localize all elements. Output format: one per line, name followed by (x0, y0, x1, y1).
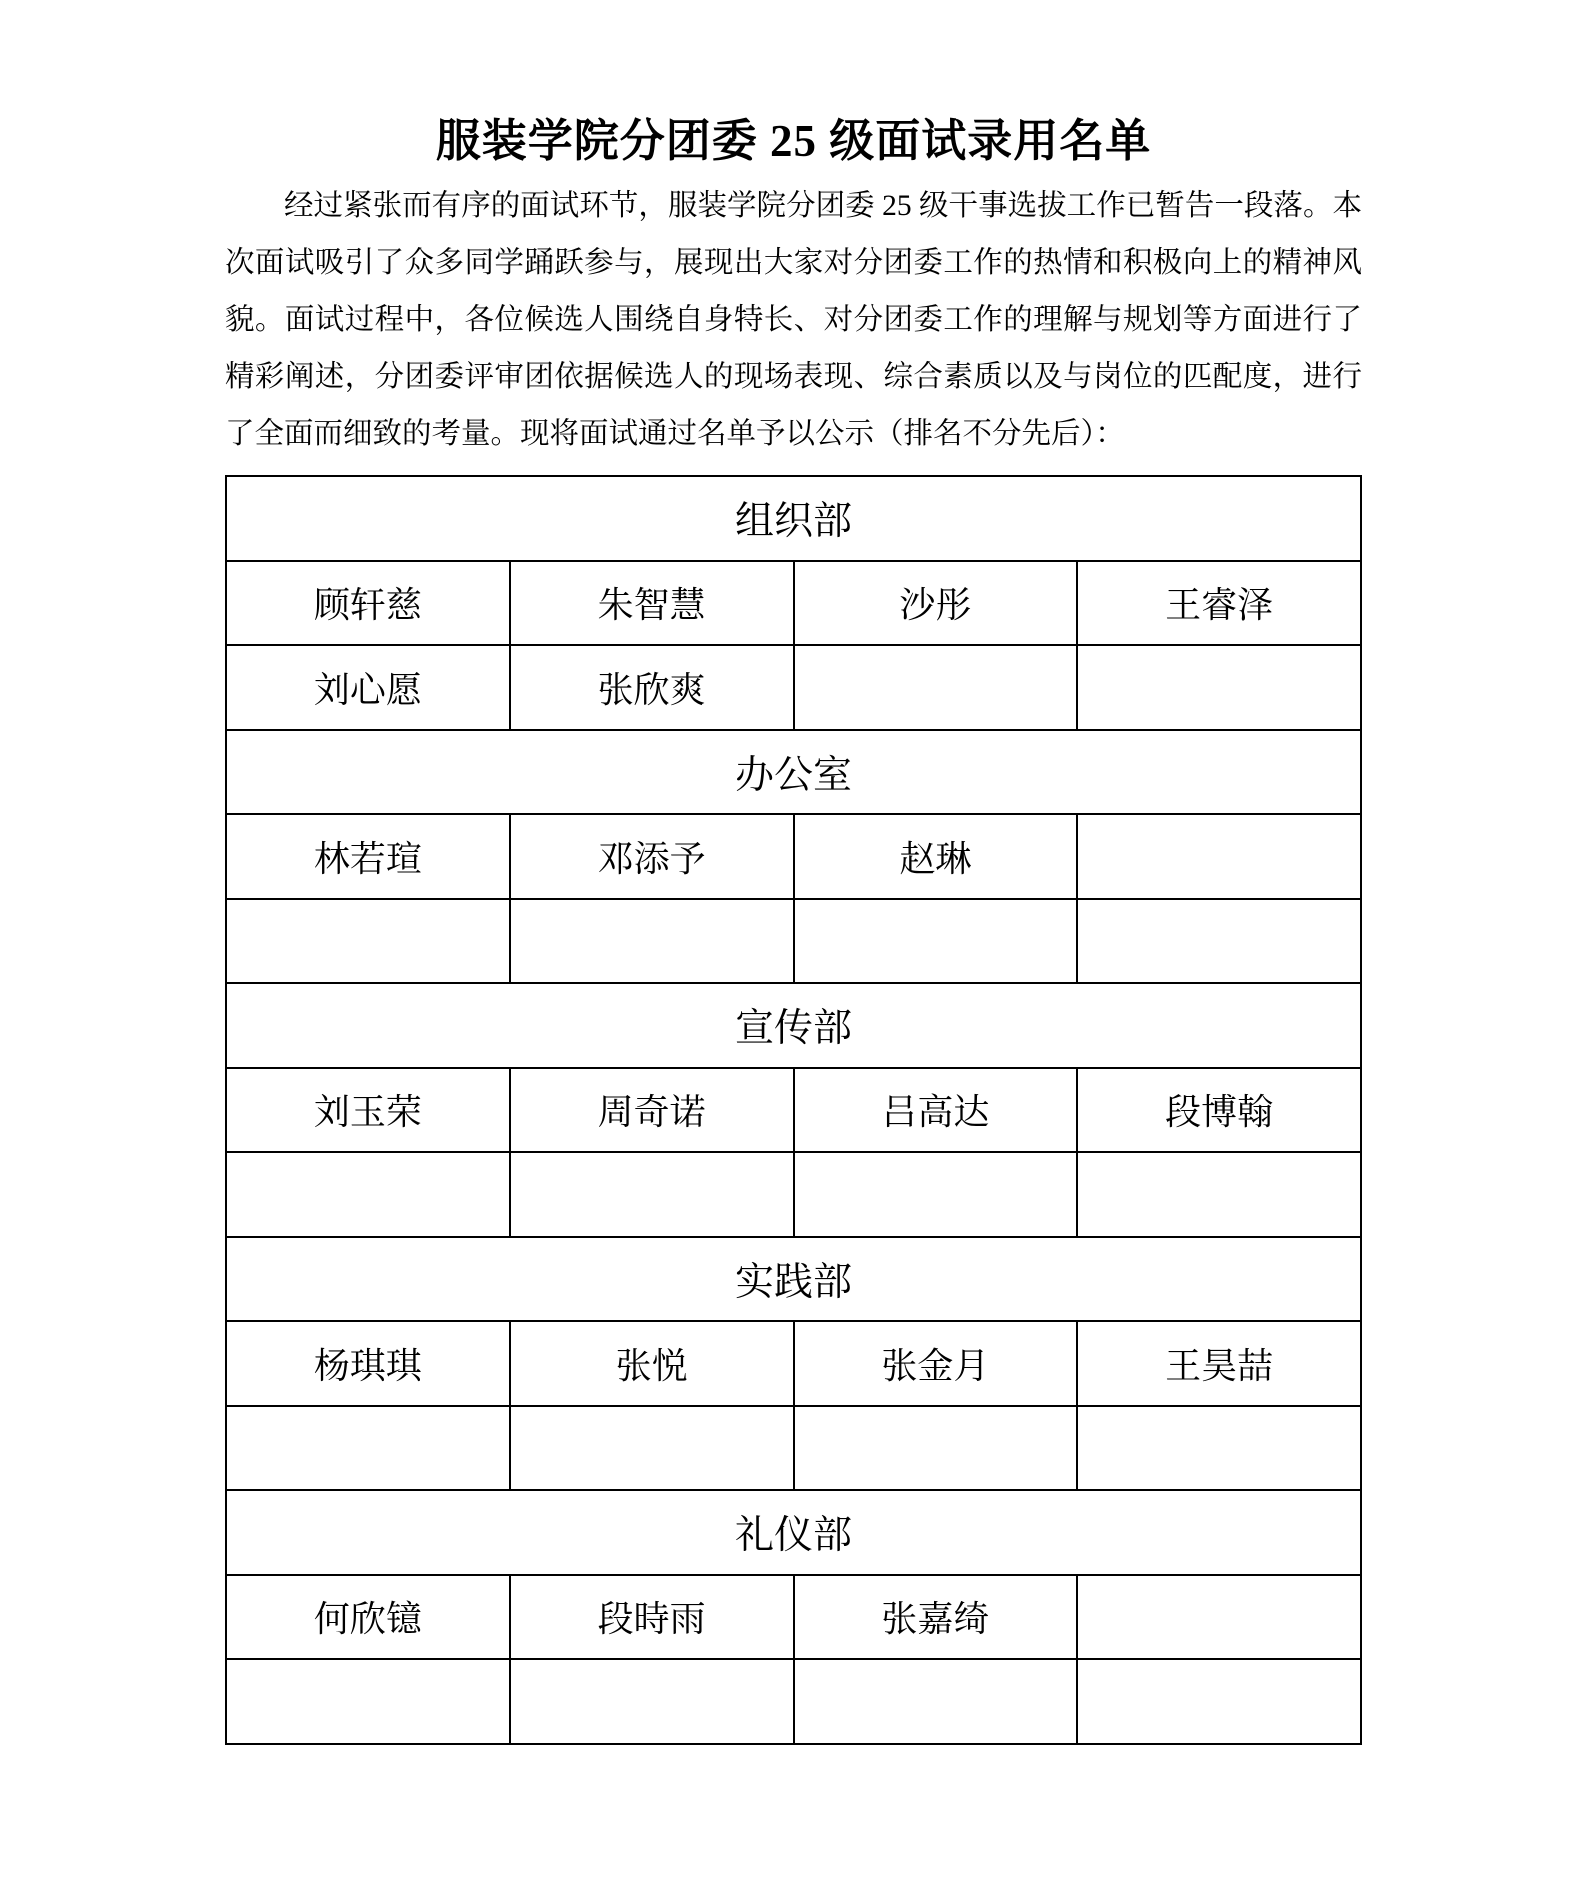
department-header: 组织部 (226, 476, 1361, 561)
member-name-cell: 段時雨 (510, 1575, 794, 1660)
member-name-cell: 张嘉绮 (794, 1575, 1078, 1660)
empty-cell (794, 1152, 1078, 1237)
member-name-cell: 周奇诺 (510, 1068, 794, 1153)
empty-cell (794, 645, 1078, 730)
empty-cell (1077, 814, 1361, 899)
section-header-row (226, 1237, 1361, 1322)
department-header: 宣传部 (226, 983, 1361, 1068)
member-name-cell: 刘玉荣 (226, 1068, 510, 1153)
empty-cell (1077, 645, 1361, 730)
empty-cell (226, 899, 510, 984)
member-name-cell: 段博翰 (1077, 1068, 1361, 1153)
empty-cell (510, 1152, 794, 1237)
table-row (226, 645, 1361, 730)
section-header-row (226, 476, 1361, 561)
member-name-cell: 沙彤 (794, 561, 1078, 646)
table-row (226, 1406, 1361, 1491)
empty-cell (794, 1406, 1078, 1491)
table-row (226, 1659, 1361, 1744)
table-row (226, 1152, 1361, 1237)
table-row (226, 899, 1361, 984)
table-row (226, 814, 1361, 899)
empty-cell (226, 1406, 510, 1491)
empty-cell (510, 899, 794, 984)
empty-cell (510, 1406, 794, 1491)
member-name-cell: 王睿泽 (1077, 561, 1361, 646)
page-title: 服装学院分团委 25 级面试录用名单 (435, 116, 1152, 166)
member-name-cell: 王昊喆 (1077, 1321, 1361, 1406)
empty-cell (1077, 1575, 1361, 1660)
empty-cell (510, 1659, 794, 1744)
member-name-cell: 何欣镱 (226, 1575, 510, 1660)
member-name-cell: 顾轩慈 (226, 561, 510, 646)
section-header-row (226, 730, 1361, 815)
member-name-cell: 刘心愿 (226, 645, 510, 730)
member-name-cell: 张金月 (794, 1321, 1078, 1406)
table-row (226, 1321, 1361, 1406)
member-name-cell: 朱智慧 (510, 561, 794, 646)
empty-cell (1077, 1152, 1361, 1237)
member-name-cell: 邓添予 (510, 814, 794, 899)
department-header: 礼仪部 (226, 1490, 1361, 1575)
empty-cell (226, 1152, 510, 1237)
empty-cell (794, 899, 1078, 984)
member-name-cell: 林若瑄 (226, 814, 510, 899)
empty-cell (1077, 1659, 1361, 1744)
table-row (226, 1575, 1361, 1660)
empty-cell (226, 1659, 510, 1744)
empty-cell (794, 1659, 1078, 1744)
department-header: 办公室 (226, 730, 1361, 815)
table-row (226, 1068, 1361, 1153)
member-name-cell: 吕高达 (794, 1068, 1078, 1153)
section-header-row (226, 983, 1361, 1068)
section-header-row (226, 1490, 1361, 1575)
empty-cell (1077, 899, 1361, 984)
member-name-cell: 张悦 (510, 1321, 794, 1406)
empty-cell (1077, 1406, 1361, 1491)
roster-table (225, 475, 1362, 1745)
intro-paragraph: 经过紧张而有序的面试环节，服装学院分团委 25 级干事选拔工作已暂告一段落。本次面试吸引了众多同学踊跃参与，展现出大家对分团委工作的热情和积极向上的精神风貌。面试过程中，各位候选人围绕自身特长、对分团委工作的理解与规划等方面进行了精彩阐述，分团委评审团依据候选人的现场表现、综合素质以及与岗位的匹配度，进行了全面而细致的考量。现将面试通过名单予以公示（排名不分先后）： (225, 190, 1362, 450)
table-row (226, 561, 1361, 646)
member-name-cell: 赵琳 (794, 814, 1078, 899)
department-header: 实践部 (226, 1237, 1361, 1322)
member-name-cell: 张欣爽 (510, 645, 794, 730)
member-name-cell: 杨琪琪 (226, 1321, 510, 1406)
